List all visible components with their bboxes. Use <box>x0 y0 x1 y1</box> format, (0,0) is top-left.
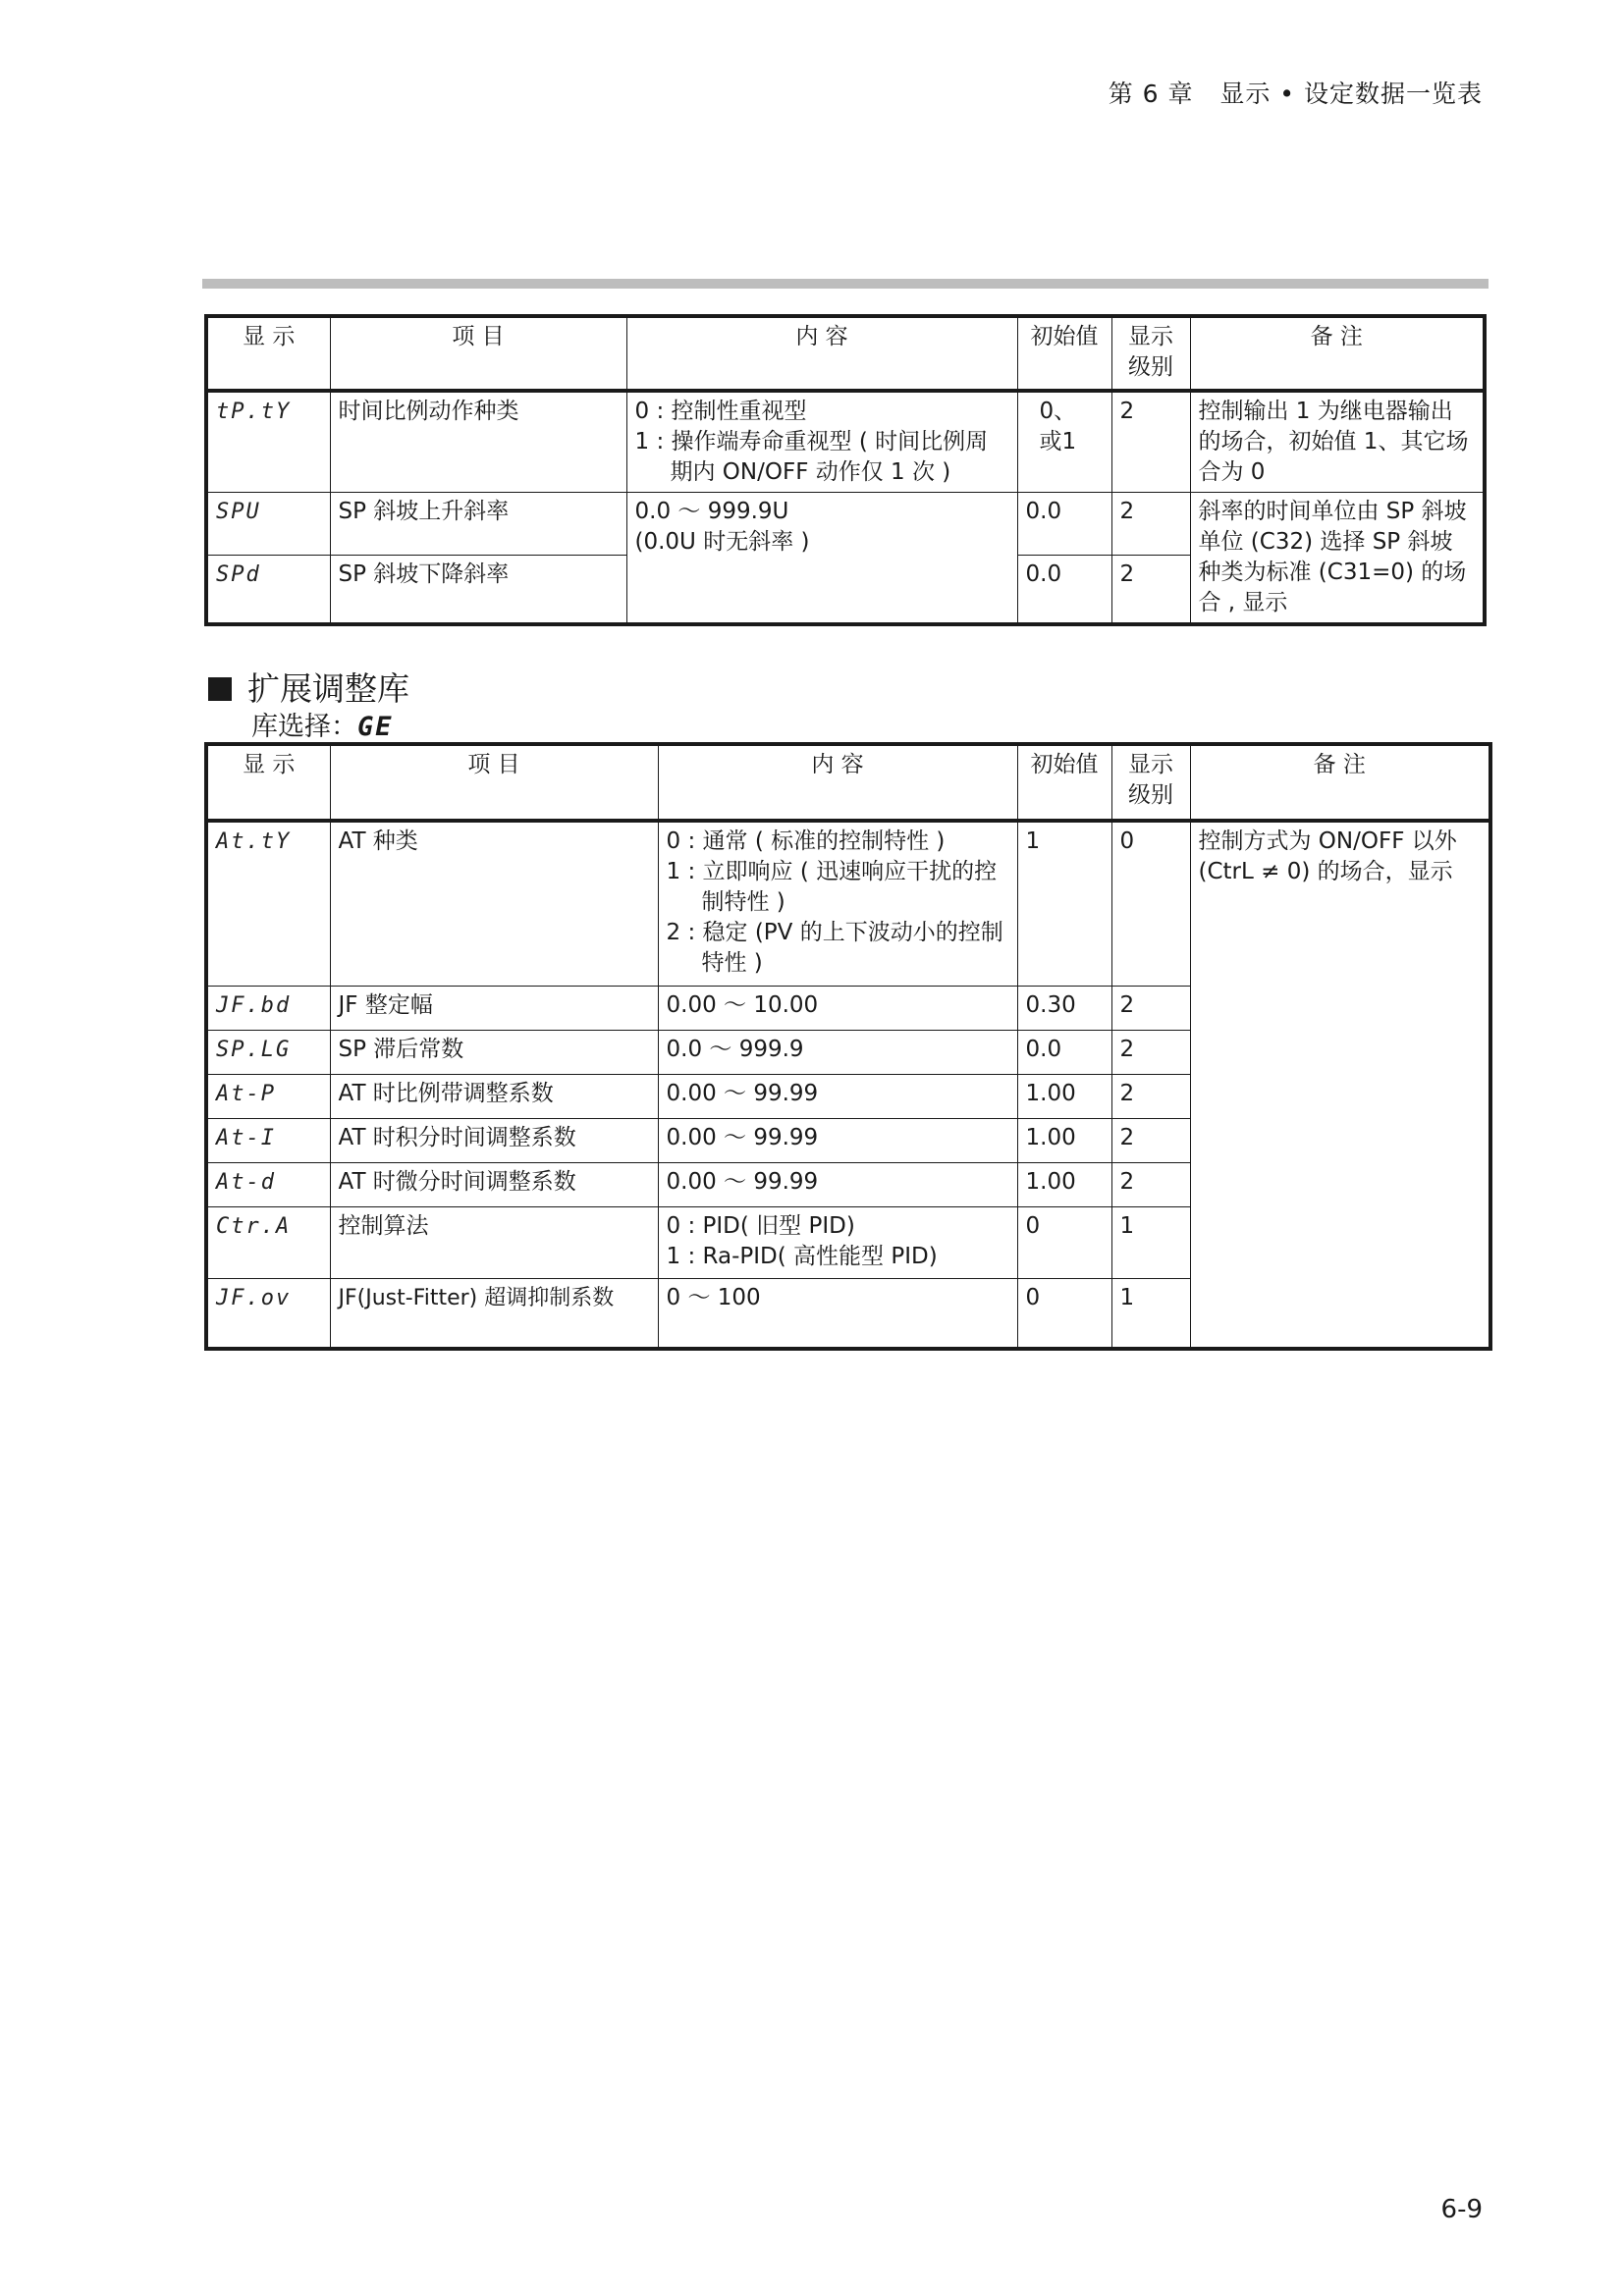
bank-code: GE <box>357 712 394 742</box>
section-title: 扩展调整库 <box>247 669 409 708</box>
display-level: 2 <box>1111 1074 1190 1118</box>
content-line: (0.0U 时无斜率 ) <box>634 529 810 555</box>
display-code: At-d <box>206 1162 330 1206</box>
table-row <box>206 391 1485 493</box>
display-level: 2 <box>1111 1118 1190 1162</box>
col-header-content: 内 容 <box>626 316 1017 391</box>
content-line: 0 : 通常 ( 标准的控制特性 ) <box>666 828 946 854</box>
running-header <box>1109 75 1483 110</box>
bank-selection <box>251 705 394 743</box>
display-level: 2 <box>1111 1030 1190 1074</box>
display-code: At.tY <box>206 821 330 986</box>
initial-value: 0 <box>1017 1278 1111 1349</box>
item-name: AT 时积分时间调整系数 <box>330 1118 658 1162</box>
initial-value: 0、或1 <box>1017 391 1111 493</box>
table-row <box>206 821 1490 986</box>
chapter-label: 第 6 章 <box>1108 80 1194 108</box>
display-level: 2 <box>1111 986 1190 1030</box>
display-code: SP.LG <box>206 1030 330 1074</box>
initial-value: 1 <box>1017 821 1111 986</box>
note-cell: 斜率的时间单位由 SP 斜坡单位 (C32) 选择 SP 斜坡种类为标准 (C31=0) 的场合 , 显示 <box>1190 493 1485 625</box>
bank-label: 库选择： <box>251 712 357 742</box>
table-extended-tuning <box>204 742 1492 1351</box>
content-line: 0 : PID( 旧型 PID) <box>666 1212 855 1239</box>
col-header-level: 显示级别 <box>1111 316 1190 391</box>
content-cell <box>626 391 1017 493</box>
item-name: AT 时比例带调整系数 <box>330 1074 658 1118</box>
display-code: JF.bd <box>206 986 330 1030</box>
bullet-square-icon <box>208 677 232 701</box>
col-header-note: 备 注 <box>1190 744 1490 821</box>
display-code: JF.ov <box>206 1278 330 1349</box>
display-level: 2 <box>1111 1162 1190 1206</box>
display-code: tP.tY <box>206 391 330 493</box>
content-cell: 0.00 ～ 99.99 <box>658 1118 1017 1162</box>
item-name: JF(Just-Fitter) 超调抑制系数 <box>330 1278 658 1349</box>
item-name: AT 时微分时间调整系数 <box>330 1162 658 1206</box>
item-name: 控制算法 <box>330 1206 658 1278</box>
col-header-display: 显 示 <box>206 744 330 821</box>
content-cell: 0.0 ～ 999.9 <box>658 1030 1017 1074</box>
item-name: SP 斜坡上升斜率 <box>330 493 626 556</box>
col-header-initial: 初始值 <box>1017 744 1111 821</box>
item-name: SP 斜坡下降斜率 <box>330 556 626 624</box>
item-name: SP 滞后常数 <box>330 1030 658 1074</box>
display-level: 1 <box>1111 1206 1190 1278</box>
content-line: 1 : Ra-PID( 高性能型 PID) <box>666 1243 938 1269</box>
initial-value: 0.0 <box>1017 1030 1111 1074</box>
initial-value: 0 <box>1017 1206 1111 1278</box>
initial-value: 1.00 <box>1017 1074 1111 1118</box>
content-line: 0.0 ～ 999.9U <box>634 499 789 524</box>
col-header-level: 显示级别 <box>1111 744 1190 821</box>
display-code: At-P <box>206 1074 330 1118</box>
content-line: 2 : 稳定 (PV 的上下波动小的控制特性 ) <box>666 920 1003 976</box>
col-header-display: 显 示 <box>206 316 330 391</box>
display-level: 2 <box>1111 556 1190 624</box>
display-code: Ctr.A <box>206 1206 330 1278</box>
content-cell: 0.00 ～ 99.99 <box>658 1162 1017 1206</box>
col-header-item: 项 目 <box>330 316 626 391</box>
col-header-note: 备 注 <box>1190 316 1485 391</box>
item-name: 时间比例动作种类 <box>330 391 626 493</box>
item-name: AT 种类 <box>330 821 658 986</box>
table-standard-params <box>204 314 1487 626</box>
content-line: 1 : 立即响应 ( 迅速响应干扰的控制特性 ) <box>666 859 998 915</box>
display-level: 2 <box>1111 391 1190 493</box>
content-cell <box>626 493 1017 625</box>
col-header-content: 内 容 <box>658 744 1017 821</box>
display-code: SPd <box>206 556 330 624</box>
chapter-title: 显示 • 设定数据一览表 <box>1219 80 1483 108</box>
display-level: 0 <box>1111 821 1190 986</box>
display-code: At-I <box>206 1118 330 1162</box>
display-level: 2 <box>1111 493 1190 556</box>
content-cell <box>658 1206 1017 1278</box>
content-cell: 0.00 ～ 99.99 <box>658 1074 1017 1118</box>
initial-value: 1.00 <box>1017 1162 1111 1206</box>
item-name: JF 整定幅 <box>330 986 658 1030</box>
content-line: 0 : 控制性重视型 <box>634 399 807 424</box>
section-rule <box>202 279 1489 289</box>
table-row <box>206 493 1485 556</box>
content-cell: 0 ～ 100 <box>658 1278 1017 1349</box>
initial-value: 1.00 <box>1017 1118 1111 1162</box>
page-number: 6-9 <box>1440 2195 1483 2224</box>
note-cell: 控制方式为 ON/OFF 以外 (CtrL ≠ 0) 的场合，显示 <box>1190 821 1490 1349</box>
col-header-item: 项 目 <box>330 744 658 821</box>
initial-value: 0.0 <box>1017 556 1111 624</box>
content-line: 1 : 操作端寿命重视型 ( 时间比例周期内 ON/OFF 动作仅 1 次 ) <box>634 429 989 485</box>
section-heading <box>208 664 409 710</box>
content-cell <box>658 821 1017 986</box>
content-cell: 0.00 ～ 10.00 <box>658 986 1017 1030</box>
display-level: 1 <box>1111 1278 1190 1349</box>
initial-value: 0.0 <box>1017 493 1111 556</box>
initial-value: 0.30 <box>1017 986 1111 1030</box>
col-header-initial: 初始值 <box>1017 316 1111 391</box>
display-code: SPU <box>206 493 330 556</box>
note-cell: 控制输出 1 为继电器输出的场合，初始值 1、其它场合为 0 <box>1190 391 1485 493</box>
